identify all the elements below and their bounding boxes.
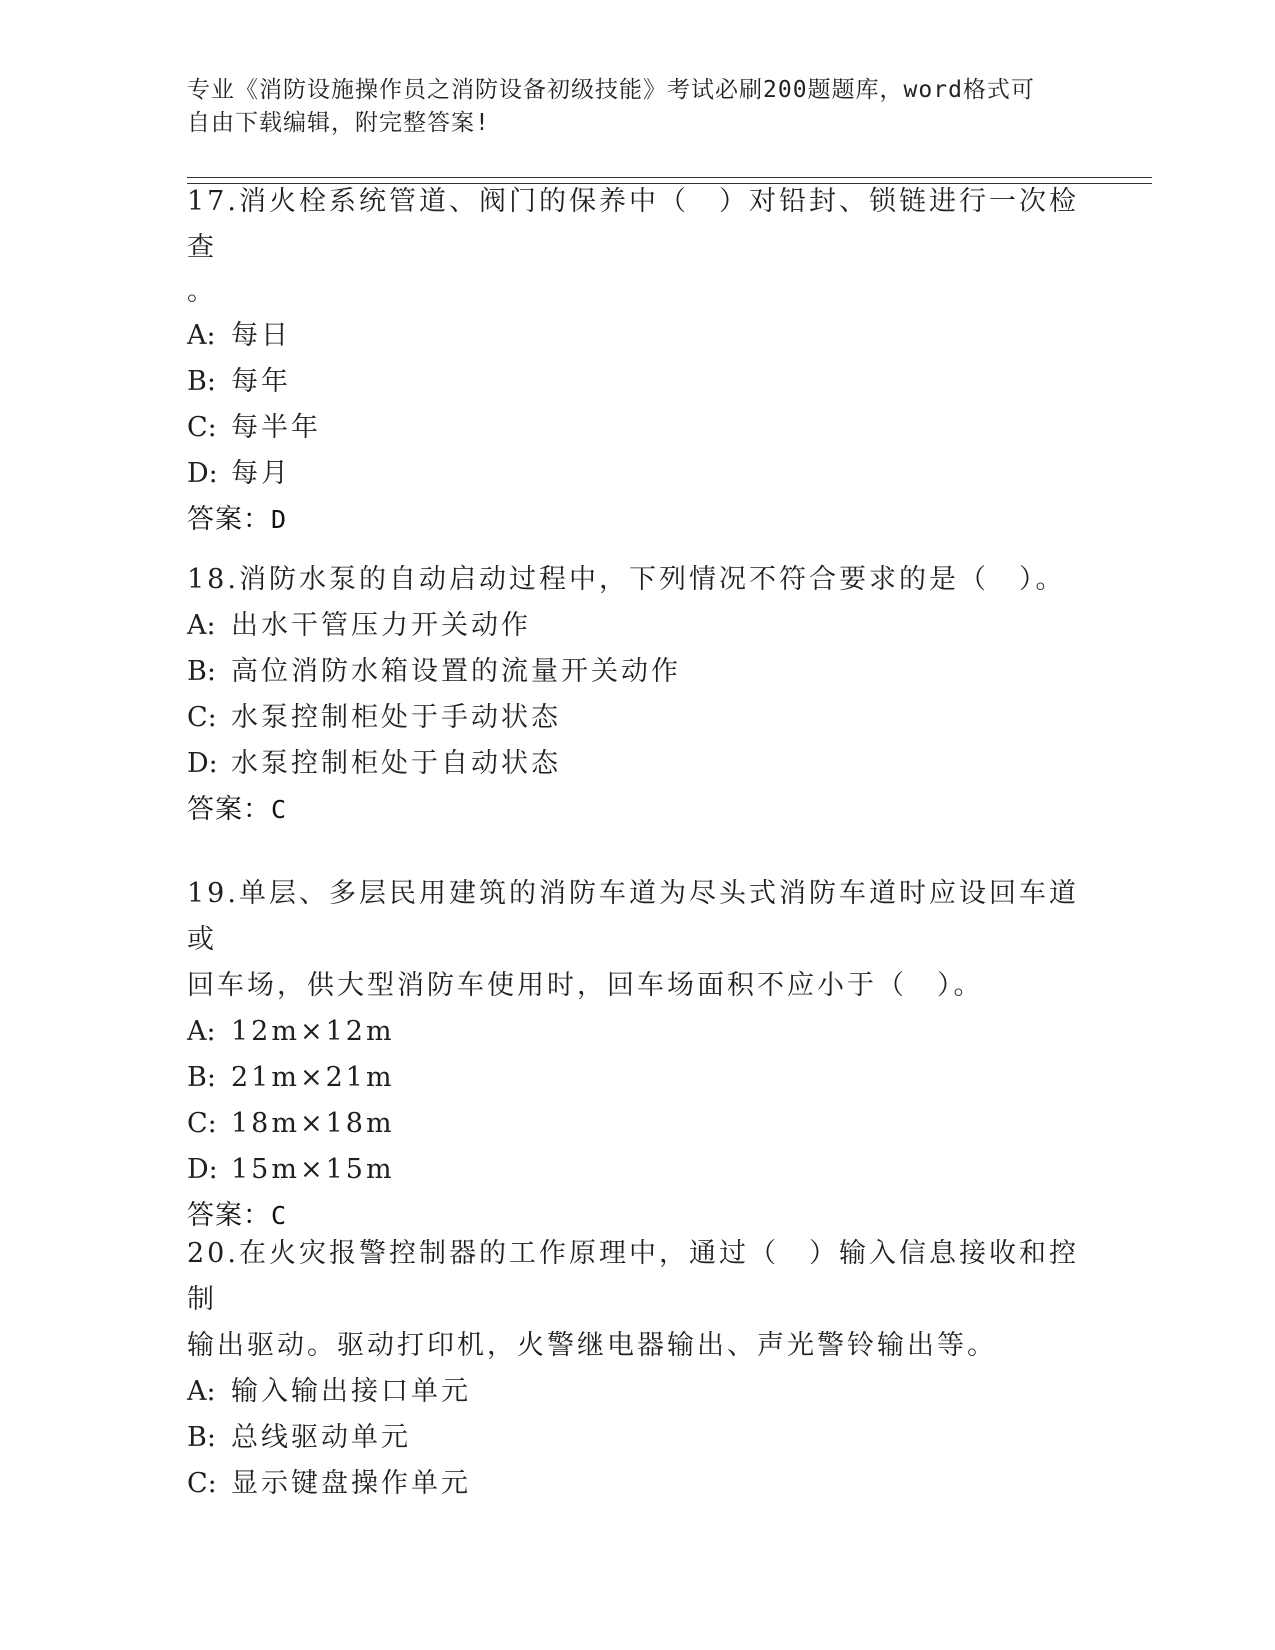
question-stem: 18.消防水泵的自动启动过程中，下列情况不符合要求的是（ ）。: [187, 564, 1066, 595]
header-line-1: 专业《消防设施操作员之消防设备初级技能》考试必刷200题题库，word格式可: [187, 77, 1035, 103]
question-18: [187, 557, 1087, 833]
option-label: B:: [187, 366, 216, 397]
option-text: 高位消防水箱设置的流量开关动作: [231, 656, 681, 687]
option-b: [187, 359, 1087, 405]
option-b: [187, 1055, 1087, 1101]
option-a: [187, 313, 1087, 359]
option-label: B:: [187, 1062, 216, 1093]
option-b: [187, 1415, 1087, 1461]
question-stem: 19.单层、多层民用建筑的消防车道为尽头式消防车道时应设回车道或: [187, 878, 1079, 955]
option-text: 每月: [231, 458, 291, 489]
option-label: D:: [187, 748, 218, 779]
question-17: [187, 179, 1087, 543]
option-d: [187, 1147, 1087, 1193]
option-label: D:: [187, 458, 218, 489]
option-label: B:: [187, 656, 216, 687]
option-d: [187, 451, 1087, 497]
answer-value: C: [271, 1201, 288, 1230]
option-text: 每半年: [231, 412, 321, 443]
answer-label: 答案：: [187, 1200, 271, 1231]
option-label: C:: [187, 1468, 217, 1499]
option-text: 18m×18m: [231, 1108, 395, 1139]
option-a: [187, 1369, 1087, 1415]
option-label: B:: [187, 1422, 216, 1453]
question-stem-continued: 。: [187, 276, 217, 307]
option-text: 每日: [231, 320, 291, 351]
option-label: C:: [187, 702, 217, 733]
option-label: A:: [187, 1376, 216, 1407]
answer-line: [187, 497, 1087, 543]
option-text: 12m×12m: [231, 1016, 395, 1047]
option-label: C:: [187, 412, 217, 443]
question-19: [187, 871, 1087, 1239]
option-text: 21m×21m: [231, 1062, 395, 1093]
option-c: [187, 695, 1087, 741]
option-text: 总线驱动单元: [231, 1422, 411, 1453]
document-header: [187, 74, 1067, 140]
question-stem: 20.在火灾报警控制器的工作原理中，通过（ ）输入信息接收和控制: [187, 1238, 1079, 1315]
option-label: D:: [187, 1154, 218, 1185]
option-label: A:: [187, 610, 216, 641]
option-label: A:: [187, 320, 216, 351]
option-a: [187, 1009, 1087, 1055]
option-a: [187, 603, 1087, 649]
answer-value: C: [271, 795, 288, 824]
option-text: 15m×15m: [231, 1154, 395, 1185]
question-stem-continued: 输出驱动。驱动打印机，火警继电器输出、声光警铃输出等。: [187, 1330, 997, 1361]
option-c: [187, 405, 1087, 451]
option-c: [187, 1101, 1087, 1147]
option-text: 显示键盘操作单元: [231, 1468, 471, 1499]
option-text: 水泵控制柜处于自动状态: [231, 748, 561, 779]
option-label: A:: [187, 1016, 216, 1047]
option-b: [187, 649, 1087, 695]
option-d: [187, 741, 1087, 787]
option-text: 水泵控制柜处于手动状态: [231, 702, 561, 733]
answer-value: D: [271, 505, 288, 534]
option-text: 每年: [231, 366, 291, 397]
option-text: 出水干管压力开关动作: [231, 610, 531, 641]
answer-line: [187, 787, 1087, 833]
option-text: 输入输出接口单元: [231, 1376, 471, 1407]
question-stem: 17.消火栓系统管道、阀门的保养中（ ）对铅封、锁链进行一次检查: [187, 186, 1079, 263]
option-label: C:: [187, 1108, 217, 1139]
question-20: [187, 1231, 1087, 1507]
answer-label: 答案：: [187, 504, 271, 535]
header-line-2: 自由下载编辑，附完整答案!: [187, 110, 490, 136]
answer-label: 答案：: [187, 794, 271, 825]
option-c: [187, 1461, 1087, 1507]
question-stem-continued: 回车场，供大型消防车使用时，回车场面积不应小于（ ）。: [187, 970, 984, 1001]
